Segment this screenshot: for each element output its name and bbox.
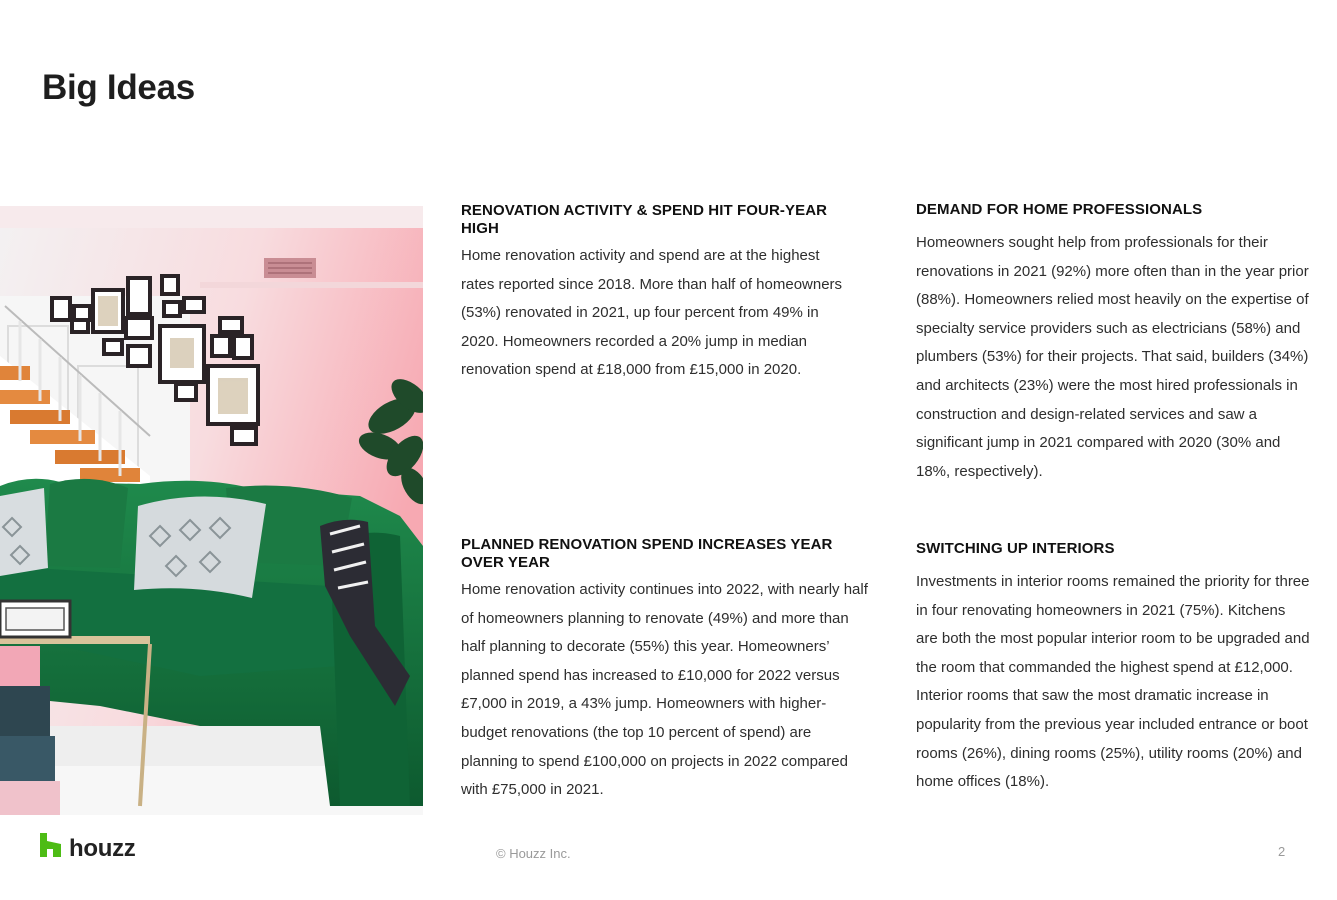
houzz-h-icon xyxy=(40,833,61,862)
section-body: Homeowners sought help from professionals for their renovations in 2021 (92%) more often than in the year prior (88%). Homeowners relied most heavily on the expertise of specialty service providers such as electricians (58%) and plumbers (53%) for their projects. That said, builders (34%) and architects (23%) were the most hired professionals in construction and design-related services and saw a significant jump in 2021 compared with 2020 (30% and 18%, respectively). xyxy=(916,234,1309,480)
logo-text: houzz xyxy=(69,835,136,862)
section-home-professionals xyxy=(916,201,1311,486)
section-switching-interiors xyxy=(916,540,1311,797)
section-planned-spend xyxy=(461,536,871,805)
section-heading: DEMAND FOR HOME PROFESSIONALS xyxy=(916,201,1203,218)
section-body: Home renovation activity and spend are at the highest rates reported since 2018. More than half of homeowners (53%) renovated in 2021, up four percent from 49% in 2020. Homeowners recorded a 20% jump in median renovation spend at £18,000 from £15,000 in 2020. xyxy=(461,247,843,379)
section-renovation-activity xyxy=(461,202,851,385)
section-body: Home renovation activity continues into 2022, with nearly half of homeowners planning to renovate (49%) and more than half planning to decorate (55%) this year. Homeowners’ planned spend has increased to £10,000 for 2022 versus £7,000 in 2019, a 43% jump. Homeowners with higher-budget renovations (the top 10 percent of spend) are planning to spend £100,000 on projects in 2022 compared with £75,000 in 2021. xyxy=(461,581,868,799)
section-heading: RENOVATION ACTIVITY & SPEND HIT FOUR-YEAR HIGH xyxy=(461,202,828,237)
page-number: 2 xyxy=(1278,844,1286,859)
page-title: Big Ideas xyxy=(42,68,195,107)
houzz-logo[interactable] xyxy=(40,836,135,862)
section-heading: PLANNED RENOVATION SPEND INCREASES YEAR OVER YEAR xyxy=(461,536,833,571)
copyright-text: © Houzz Inc. xyxy=(496,846,571,861)
living-room-photo xyxy=(0,206,423,815)
section-heading: SWITCHING UP INTERIORS xyxy=(916,540,1115,557)
section-body: Investments in interior rooms remained the priority for three in four renovating homeowners in 2021 (75%). Kitchens are both the most popular interior room to be upgraded and the room that commanded the highest spend at £12,000. Interior rooms that saw the most dramatic increase in popularity from the previous year included entrance or boot rooms (26%), dining rooms (25%), utility rooms (20%) and home offices (18%). xyxy=(916,573,1310,791)
